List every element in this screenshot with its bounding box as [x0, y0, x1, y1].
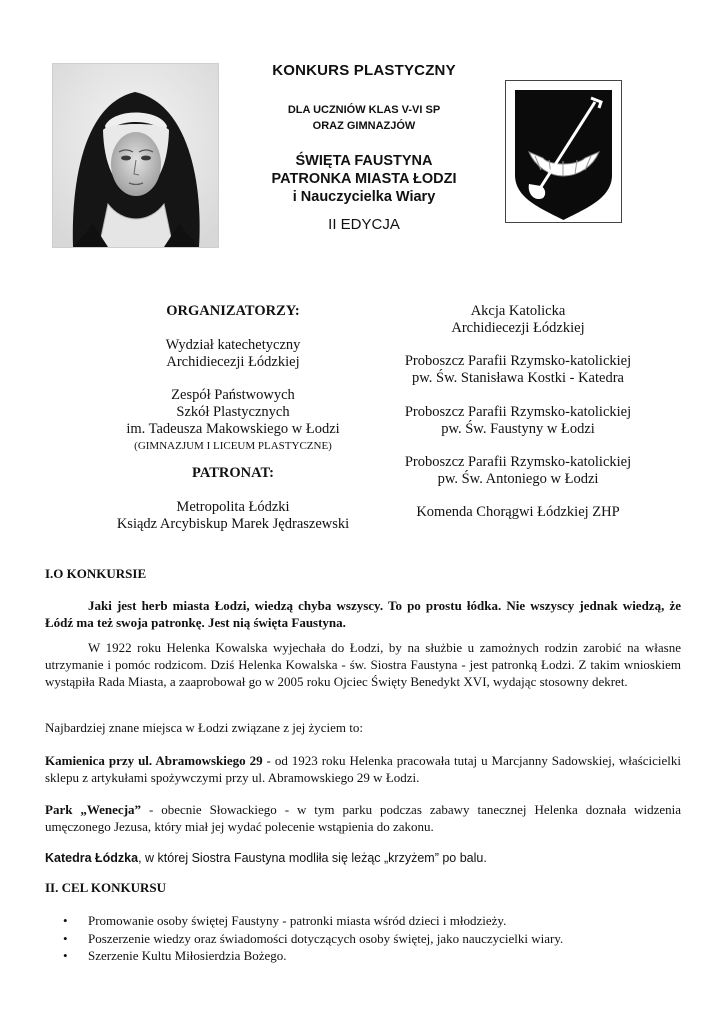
patronat-heading: PATRONAT:	[192, 465, 274, 481]
organizer-katechetyczny	[98, 337, 368, 371]
organizer-line: Proboszcz Parafii Rzymsko-katolickiej	[404, 404, 632, 420]
section-1-paragraph-1: W 1922 roku Helenka Kowalska wyjechała do Łodzi, by na służbie u zamożnych rodzin zarobić na własne utrzymanie i pomóc rodzicom. Dziś Helenka Kowalska - św. Siostra Faustyna - jest patronką Łodzi. Z takim wnioskiem wystąpiła Rada Miasta, a zaaprobował go w 2005 roku Ojciec Święty Benedykt XVI, wydając stosowny dekret.	[45, 640, 681, 689]
goals-list	[45, 912, 681, 965]
list-item: • Promowanie osoby świętej Faustyny - patronki miasta wśród dzieci i młodzieży.	[63, 913, 507, 928]
organizer-line: im. Tadeusza Makowskiego w Łodzi	[126, 421, 340, 437]
organizer-line: pw. Św. Stanisława Kostki - Katedra	[412, 370, 624, 386]
saint-title-line-2: PATRONKA MIASTA ŁODZI	[271, 171, 457, 187]
bullet-icon: •	[63, 913, 68, 928]
organizer-line: Proboszcz Parafii Rzymsko-katolickiej	[404, 454, 632, 470]
organizer-akcja-katolicka	[378, 303, 658, 337]
section-1-paragraph-2: Najbardziej znane miejsca w Łodzi związane z jej życiem to:	[45, 720, 363, 735]
audience-line-2: ORAZ GIMNAZJÓW	[312, 120, 416, 132]
organizers-heading: ORGANIZATORZY:	[166, 303, 300, 319]
section-1-intro: Jaki jest herb miasta Łodzi, wiedzą chyba wszyscy. To po prostu łódka. Nie wszyscy jednak wiedzą, że Łódź ma też swoja patronkę. Jest nią święta Faustyna.	[45, 598, 681, 630]
place-description: , w której Siostra Faustyna modliła się leżąc „krzyżem” po balu.	[138, 851, 487, 865]
list-item: • Szerzenie Kultu Miłosierdzia Bożego.	[63, 948, 287, 963]
place-name: Kamienica przy ul. Abramowskiego 29	[45, 753, 263, 768]
section-1-paragraph-5	[45, 850, 681, 867]
organizer-line: Archidiecezji Łódzkiej	[166, 354, 300, 370]
place-name: Park „Wenecja”	[45, 802, 142, 817]
lodz-coat-of-arms	[505, 80, 622, 223]
edition-label: II EDYCJA	[328, 216, 400, 233]
saint-faustyna-portrait	[52, 63, 219, 248]
document-title: KONKURS PLASTYCZNY	[272, 62, 456, 79]
organizer-line: Akcja Katolicka	[470, 303, 566, 319]
saint-title-line-1: ŚWIĘTA FAUSTYNA	[295, 153, 433, 169]
organizer-parafia-kostki	[378, 353, 658, 387]
place-description: - od 1923 roku Helenka pracowała tutaj u Marcjanny Sadowskiej, właścicielki sklepu z artykułami spożywczymi przy ul. Abramowskiego 29 w Łodzi.	[45, 753, 681, 785]
section-1-paragraph-3	[45, 752, 681, 786]
place-description: - obecnie Słowackiego - w tym parku podczas zabawy tanecznej Helenka doznała widzenia umęczonego Jezusa, który miał jej wydać polecenie wstąpienia do zakonu.	[45, 802, 682, 834]
patronat-block	[98, 499, 368, 533]
section-2-heading: II. CEL KONKURSU	[45, 880, 166, 895]
patronat-line-2: Ksiądz Arcybiskup Marek Jędraszewski	[116, 516, 350, 532]
saint-title-line-3: i Nauczycielka Wiary	[292, 189, 436, 205]
organizer-line: pw. Św. Faustyny w Łodzi	[441, 421, 595, 437]
section-1-heading: I.O KONKURSIE	[45, 566, 147, 581]
organizer-line: Proboszcz Parafii Rzymsko-katolickiej	[404, 353, 632, 369]
place-name: Katedra Łódzka	[45, 851, 139, 865]
list-item: • Poszerzenie wiedzy oraz świadomości dotyczących osoby świętej, jako nauczycielki wiary.	[63, 930, 564, 946]
organizer-line: Zespół Państwowych	[171, 387, 295, 403]
organizer-parafia-antoniego	[378, 454, 658, 488]
audience-line-1: DLA UCZNIÓW KLAS V-VI SP	[287, 104, 441, 116]
organizer-line: pw. Św. Antoniego w Łodzi	[437, 471, 599, 487]
saint-title	[230, 152, 498, 206]
organizer-zsp	[98, 387, 368, 455]
section-1-paragraph-4	[45, 801, 681, 835]
organizer-zhp: Komenda Chorągwi Łódzkiej ZHP	[416, 504, 620, 520]
bullet-icon: •	[63, 948, 68, 963]
bullet-icon: •	[63, 930, 68, 946]
organizer-note: (GIMNAZJUM I LICEUM PLASTYCZNE)	[134, 440, 332, 452]
organizer-parafia-faustyny	[378, 404, 658, 438]
organizer-line: Archidiecezji Łódzkiej	[451, 320, 585, 336]
organizer-line: Szkół Plastycznych	[176, 404, 290, 420]
organizer-line: Wydział katechetyczny	[165, 337, 301, 353]
patronat-line-1: Metropolita Łódzki	[176, 499, 290, 515]
